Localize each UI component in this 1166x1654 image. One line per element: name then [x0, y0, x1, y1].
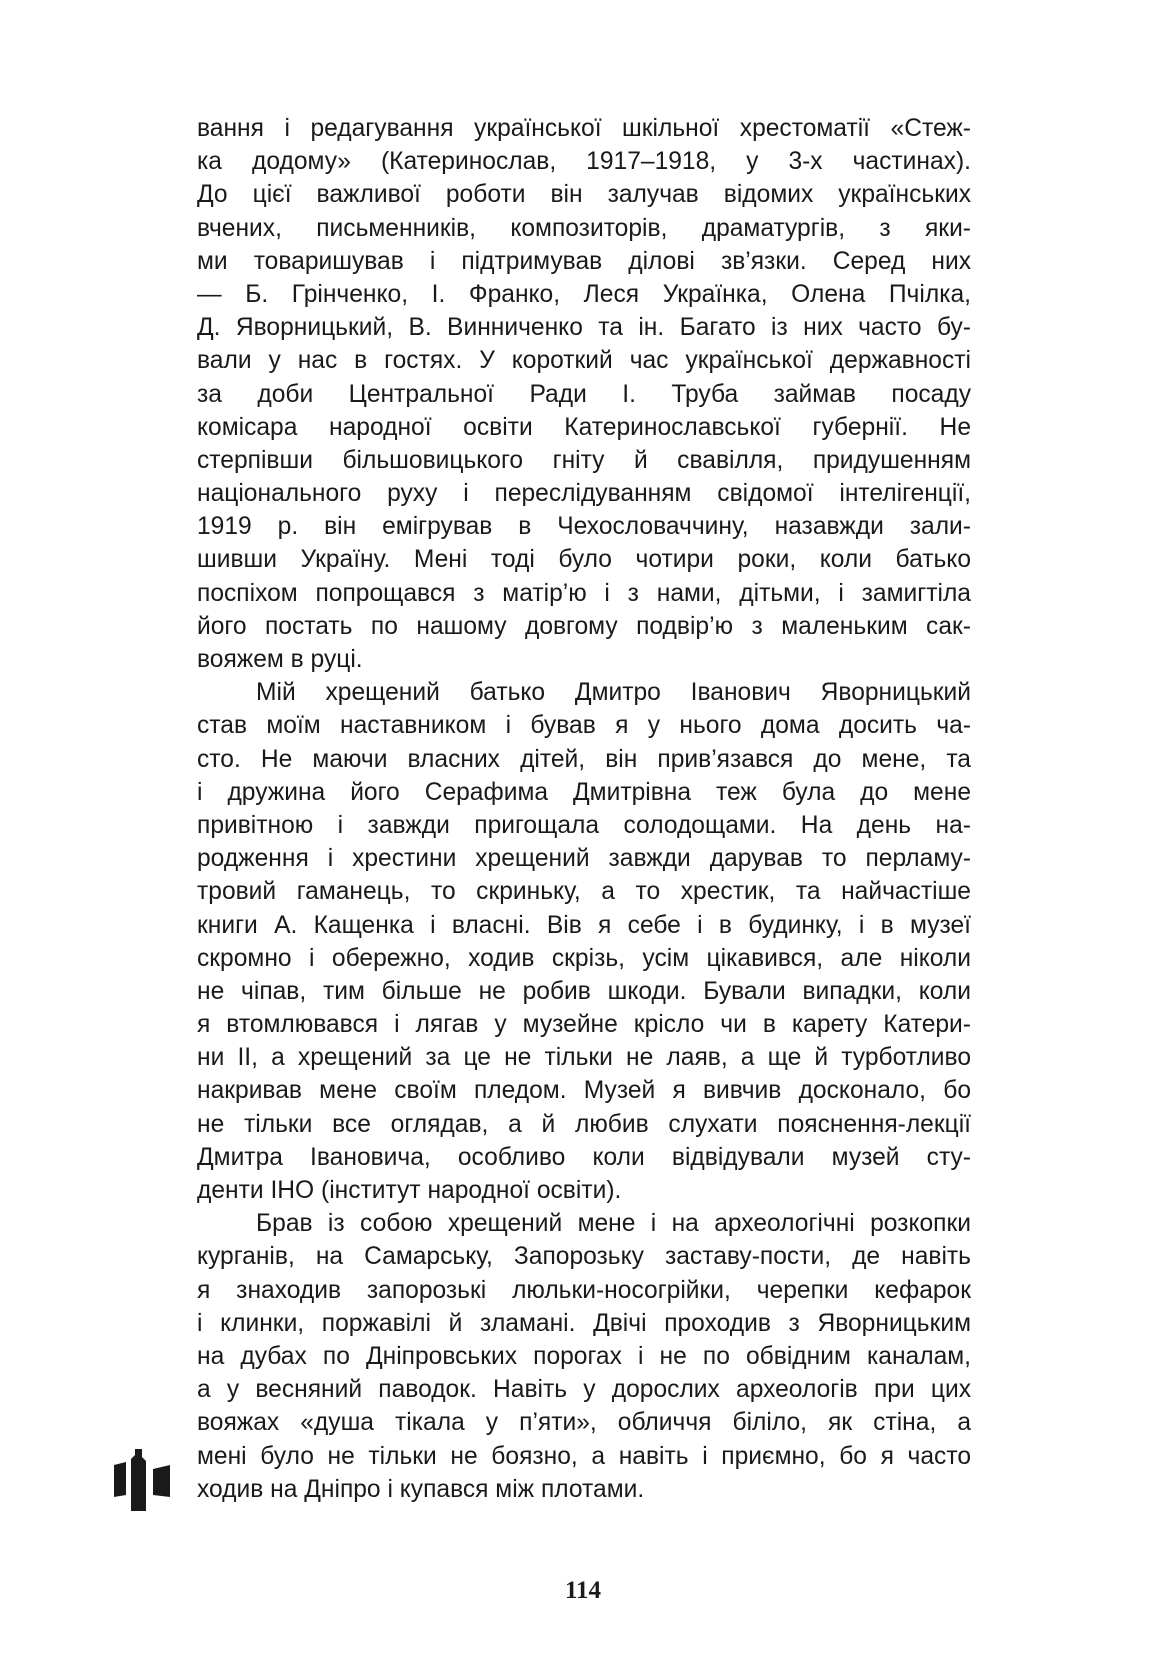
text-line: сто. Не маючи власних дітей, він прив’язався до мене, та [197, 745, 971, 773]
paragraph [197, 112, 971, 676]
page-number: 114 [564, 1577, 602, 1604]
text-line: вчених, письменників, композиторів, драматургів, з яки- [197, 214, 971, 242]
text-line: шивши Україну. Мені тоді було чотири роки, коли батько [197, 546, 971, 574]
text-line: поспіхом попрощався з матір’ю і з нами, дітьми, і замигтіла [197, 579, 971, 607]
text-line: привітною і завжди пригощала солодощами. На день на- [197, 811, 971, 839]
text-line: стерпівши більшовицького гніту й свавілля, придушенням [197, 446, 971, 474]
page-body [197, 112, 971, 1506]
text-line: родження і хрестини хрещений завжди дарував то перламу- [197, 845, 971, 873]
trident-emblem-icon [112, 1449, 172, 1511]
text-line: і клинки, поржавілі й зламані. Двічі проходив з Яворницьким [197, 1309, 971, 1337]
text-line: Д. Яворницький, В. Винниченко та ін. Багато із них часто бу- [197, 314, 971, 342]
text-line: ми товаришував і підтримував ділові зв’язки. Серед них [197, 247, 971, 275]
text-line: 1919 р. він емігрував в Чехословаччину, назавжди зали- [197, 513, 971, 541]
text-line: вояжах «душа тікала у п’яти», обличчя біліло, як стіна, а [197, 1409, 971, 1437]
text-line: а у весняний паводок. Навіть у дорослих археологів при цих [197, 1376, 971, 1404]
text-line: вання і редагування української шкільної хрестоматії «Стеж- [197, 115, 971, 142]
text-line: я знаходив запорозькі люльки-носогрійки, черепки кефарок [197, 1276, 971, 1304]
text-line: — Б. Грінченко, І. Франко, Леся Українка, Олена Пчілка, [197, 280, 971, 308]
paragraph [197, 676, 971, 1207]
text-line: накривав мене своїм пледом. Музей я вивчив досконало, бо [197, 1077, 971, 1105]
text-line: і дружина його Серафима Дмитрівна теж була до мене [197, 778, 971, 806]
text-line: мені було не тільки не боязно, а навіть і приємно, бо я часто [197, 1442, 971, 1470]
text-line: я втомлювався і лягав у музейне крісло чи в карету Катери- [197, 1011, 971, 1039]
text-line: денти ІНО (інститут народної освіти). [197, 1177, 622, 1204]
text-line: його постать по нашому довгому подвір’ю з маленьким сак- [197, 612, 971, 640]
text-line: книги А. Кащенка і власні. Вів я себе і в будинку, і в музеї [197, 911, 971, 939]
text-line: ходив на Дніпро і купався між плотами. [197, 1475, 645, 1503]
text-line: ка додому» (Катеринослав, 1917–1918, у 3-х частинах). [197, 148, 971, 176]
text-line: не тільки все оглядав, а й любив слухати пояснення-лекції [197, 1110, 971, 1138]
text-line: ни II, а хрещений за це не тільки не лаяв, а ще й турботливо [197, 1044, 971, 1072]
text-line: Мій хрещений батько Дмитро Іванович Яворницький [256, 679, 971, 707]
text-line: не чіпав, тим більше не робив шкоди. Бували випадки, коли [197, 977, 971, 1005]
text-line: вали у нас в гостях. У короткий час української державності [197, 347, 971, 375]
text-line: на дубах по Дніпровських порогах і не по обвідним каналам, [197, 1342, 971, 1370]
text-line: До цієї важливої роботи він залучав відомих українських [197, 181, 971, 209]
text-line: курганів, на Самарську, Запорозьку заставу-пости, де навіть [197, 1243, 971, 1271]
text-line: за доби Центральної Ради І. Труба займав посаду [197, 380, 971, 408]
text-line: комісара народної освіти Катеринославської губернії. Не [197, 413, 971, 441]
text-line: скромно і обережно, ходив скрізь, усім цікавився, але ніколи [197, 944, 971, 972]
text-line: тровий гаманець, то скриньку, а то хрестик, та найчастіше [197, 878, 971, 906]
text-line: національного руху і переслідуванням свідомої інтелігенції, [197, 480, 971, 508]
text-line: став моїм наставником і бував я у нього дома досить ча- [197, 712, 971, 740]
text-line: Брав із собою хрещений мене і на археологічні розкопки [256, 1210, 971, 1238]
text-line: вояжем в руці. [197, 646, 363, 673]
text-line: Дмитра Івановича, особливо коли відвідували музей сту- [197, 1143, 971, 1171]
paragraph [197, 1207, 971, 1506]
